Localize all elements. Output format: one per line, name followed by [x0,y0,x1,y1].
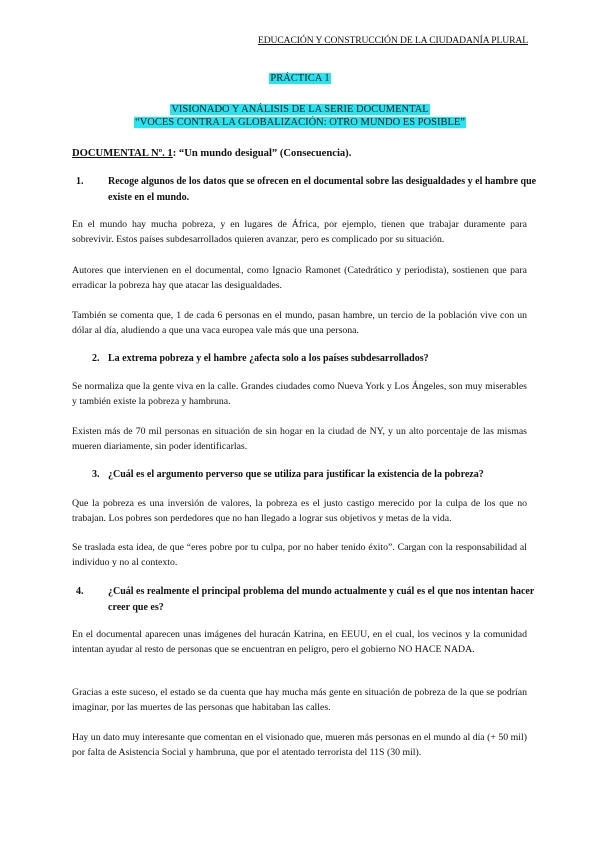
practica-title [0,73,600,84]
question-text: Recoge algunos de los datos que se ofrecen en el documental sobre las desigualdades y el hambre que existe en el mundo. [108,176,537,203]
documentary-heading [72,148,351,159]
question-number: 3. [92,469,100,480]
series-title-line-2 [0,117,600,128]
series-title-line-1 [0,104,600,115]
series-title-line-2-text: “VOCES CONTRA LA GLOBALIZACIÓN: OTRO MUNDO ES POSIBLE” [135,117,465,128]
paragraph: Hay un dato muy interesante que comentan en el visionado que, mueren más personas en el mundo al día (+ 50 mil) por falta de Asistencia Social y hambruna, que por el atentado terrorista del 11S (30 mil). [72,732,527,758]
paragraph: Se traslada esta idea, de que “eres pobre por tu culpa, por no haber tenido éxito”. Cargan con la responsabilidad al individuo y no al contexto. [72,542,527,568]
question-3 [92,467,532,483]
question-text: La extrema pobreza y el hambre ¿afecta solo a los países subdesarrollados? [108,353,429,364]
paragraph: En el documental aparecen unas imágenes del huracán Katrina, en EEUU, en el cual, los vecinos y la comunidad intentan ayudar al resto de personas que se encuentran en peligro, pero el gobierno NO HACE NADA. [72,629,527,655]
running-header: EDUCACIÓN Y CONSTRUCCIÓN DE LA CIUDADANÍA PLURAL [257,35,528,46]
paragraph: Autores que intervienen en el documental, como Ignacio Ramonet (Catedrático y periodista), sostienen que para erradicar la pobreza hay que atacar las desigualdades. [72,265,527,291]
documentary-heading-label: DOCUMENTAL Nº. 1 [72,148,173,159]
question-number: 2. [92,353,100,364]
paragraph: En el mundo hay mucha pobreza, y en lugares de África, por ejemplo, tienen que trabajar duramente para sobrevivir. Estos países subdesarrollados quieren avanzar, pero es complicado por su situación. [72,219,527,245]
series-title-line-1-text: VISIONADO Y ANÁLISIS DE LA SERIE DOCUMENTAL [171,104,429,115]
question-2 [92,351,532,367]
question-1 [76,174,548,205]
practica-title-text: PRÁCTICA 1 [270,73,330,84]
paragraph: Existen más de 70 mil personas en situación de sin hogar en la ciudad de NY, y un alto porcentaje de las mismas mueren diariamente, sin poder identificarlas. [72,426,527,452]
paragraph: Se normaliza que la gente viva en la calle. Grandes ciudades como Nueva York y Los Ángeles, son muy miserables y también existe la pobreza y hambruna. [72,381,527,407]
documentary-heading-rest: : “Un mundo desigual” (Consecuencia). [172,148,352,159]
question-4 [76,584,548,615]
paragraph: También se comenta que, 1 de cada 6 personas en el mundo, pasan hambre, un tercio de la población vive con un dólar al día, aludiendo a que una vaca europea vale más que una persona. [72,310,527,336]
question-text: ¿Cuál es el argumento perverso que se utiliza para justificar la existencia de la pobreza? [108,469,484,480]
question-number: 4. [76,586,84,597]
question-text: ¿Cuál es realmente el principal problema del mundo actualmente y cuál es el que nos intentan hacer creer que es? [108,586,535,613]
paragraph: Que la pobreza es una inversión de valores, la pobreza es el justo castigo merecido por la culpa de los que no trabajan. Los pobres son perdedores que no han llegado a lograr sus objetivos y metas de la vida. [72,498,527,524]
paragraph: Gracias a este suceso, el estado se da cuenta que hay mucha más gente en situación de pobreza de la que se podrían imaginar, por las muertes de las personas que habitaban las calles. [72,687,527,713]
question-number: 1. [76,176,84,187]
